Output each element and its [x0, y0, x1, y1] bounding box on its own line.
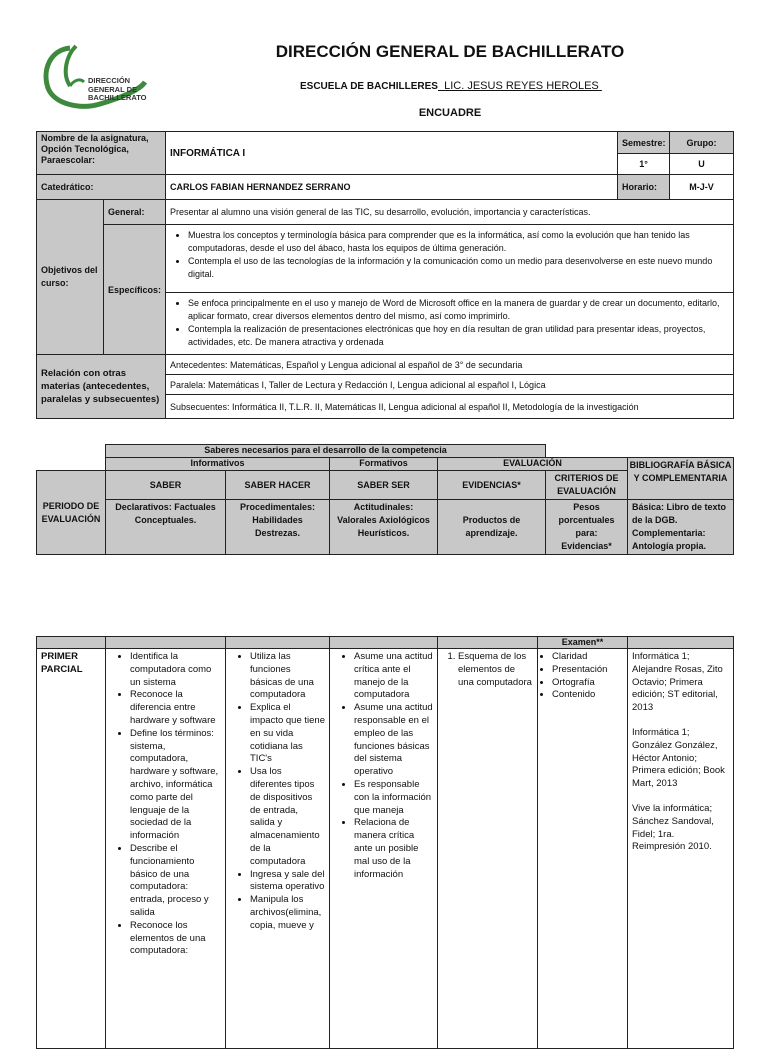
- especificos-list-2: [166, 293, 734, 355]
- saber-hacer-item: • Ingresa y sale del sistema operativo: [250, 869, 325, 895]
- saber-ser-item: • Es responsable con la información que maneja: [354, 779, 433, 817]
- criterio-item: • Ortografía: [552, 677, 623, 690]
- saber-header: SABER: [106, 471, 226, 500]
- school-line: [300, 80, 602, 92]
- page-title: DIRECCIÓN GENERAL DE BACHILLERATO: [275, 42, 625, 61]
- biblio-item: Informática 1; González González, Héctor Antonio; Primera edición; Book Mart, 2013: [632, 726, 725, 790]
- procedimentales-cell: Procedimentales: Habilidades Destrezas.: [226, 500, 330, 555]
- formativos-header: Formativos: [330, 458, 438, 471]
- evidencia-item: 1. Esquema de los elementos de una computadora: [458, 651, 533, 689]
- catedratico-label: Catedrático:: [37, 175, 166, 200]
- especifico-item: • Contempla la realización de presentaciones electrónicas que hoy en día resultan de gran utilidad para presentar ideas, proyectos, actividades, etc. De manera atractiva y ordenada: [188, 323, 729, 349]
- horario-label: Horario:: [618, 175, 670, 200]
- course-info-table: [36, 131, 734, 419]
- evidencias-header: EVIDENCIAS*: [438, 471, 546, 500]
- criterio-item: • Claridad: [552, 651, 623, 664]
- saber-hacer-header: SABER HACER: [226, 471, 330, 500]
- periodo-header: PERIODO DE EVALUACIÓN: [37, 471, 106, 555]
- competencias-table: [36, 444, 734, 555]
- biblio-item: Vive la informática; Sánchez Sandoval, Fidel; 1ra. Reimpresión 2010.: [632, 802, 714, 853]
- biblio-desc-cell: Básica: Libro de texto de la DGB. Complementaria: Antología propia.: [628, 500, 734, 555]
- semestre-label: Semestre:: [618, 132, 670, 154]
- asignatura-value: INFORMÁTICA I: [166, 132, 618, 175]
- actitudinales-cell: Actitudinales: Valorales Axiológicos Heurísticos.: [330, 500, 438, 555]
- evidencias-cell: [438, 649, 538, 1049]
- especificos-label: Específicos:: [104, 225, 166, 355]
- saber-item: • Define los términos: sistema, computadora, hardware y software, archivo, informática como parte del lenguaje de la sociedad de la información: [130, 728, 221, 843]
- saber-hacer-item: • Usa los diferentes tipos de dispositivos de entrada, salida y almacenamiento de la computadora: [250, 766, 325, 868]
- encuadre-heading: ENCUADRE: [418, 107, 482, 119]
- criterios-cell: [538, 649, 628, 1049]
- general-value: Presentar al alumno una visión general de las TIC, su desarrollo, evolución, importancia y características.: [166, 200, 734, 225]
- informativos-header: Informativos: [106, 458, 330, 471]
- grupo-label: Grupo:: [670, 132, 734, 154]
- paralela-value: Paralela: Matemáticas I, Taller de Lectura y Redacción I, Lengua adicional al español I, Lógica: [166, 375, 734, 395]
- school-label: ESCUELA DE BACHILLERES: [300, 81, 438, 92]
- saber-ser-item: • Asume una actitud responsable en el empleo de las funciones básicas del sistema operativo: [354, 702, 433, 779]
- saber-hacer-item: • Manipula los archivos(elimina, copia, mueve y: [250, 894, 325, 932]
- especifico-item: • Contempla el uso de las tecnologías de la información y la comunicación como un medio para desenvolverse en este nuevo mundo digital.: [188, 255, 729, 281]
- saber-ser-item: • Asume una actitud crítica ante el manejo de la computadora: [354, 651, 433, 702]
- semestre-value: 1°: [618, 154, 670, 175]
- especifico-item: • Se enfoca principalmente en el uso y manejo de Word de Microsoft office en la manera de guardar y de crear un documento, editarlo, aplicar formato, crear diversos elementos dentro del mismo, así como imprimirlo.: [188, 297, 729, 323]
- especifico-item: • Muestra los conceptos y terminología básica para comprender que es la informática, así como la evolución que han tenido las computadoras, desde el uso del ábaco, hasta los equipos de última generación.: [188, 229, 729, 255]
- periodo-cell: PRIMER PARCIAL: [37, 649, 106, 1049]
- parcial-table: [36, 636, 734, 1049]
- relacion-label: Relación con otras materias (antecedentes, paralelas y subsecuentes): [37, 355, 166, 419]
- objetivos-label: Objetivos del curso:: [37, 200, 104, 355]
- criterio-item: • Contenido: [552, 689, 623, 702]
- productos-cell: Productos de aprendizaje.: [438, 500, 546, 555]
- saber-hacer-item: • Utiliza las funciones básicas de una computadora: [250, 651, 325, 702]
- bibliografia-header: BIBLIOGRAFÍA BÁSICA Y COMPLEMENTARIA: [628, 458, 734, 500]
- saber-ser-cell: [330, 649, 438, 1049]
- logo-text: DIRECCIÓN GENERAL DE BACHILLERATO: [88, 76, 147, 102]
- catedratico-value: CARLOS FABIAN HERNANDEZ SERRANO: [166, 175, 618, 200]
- evaluacion-header: EVALUACIÓN: [438, 458, 628, 471]
- pesos-cell: Pesos porcentuales para: Evidencias*: [546, 500, 628, 555]
- saber-item: • Identifica la computadora como un sistema: [130, 651, 221, 689]
- saber-item: • Describe el funcionamiento básico de una computadora: entrada, proceso y salida: [130, 843, 221, 920]
- saber-hacer-cell: [226, 649, 330, 1049]
- especificos-list-1: [166, 225, 734, 293]
- examen-header: Examen**: [538, 637, 628, 649]
- asignatura-label: Nombre de la asignatura, Opción Tecnológica, Paraescolar:: [37, 132, 166, 175]
- biblio-item: Informática 1; Alejandre Rosas, Zito Octavio; Primera edición; ST editorial, 2013: [632, 651, 723, 714]
- saber-hacer-item: • Explica el impacto que tiene en su vida cotidiana las TIC's: [250, 702, 325, 766]
- bibliografia-cell: [628, 649, 734, 1049]
- saber-ser-item: • Relaciona de manera crítica ante un posible mal uso de la información: [354, 817, 433, 881]
- saber-item: • Reconoce los elementos de una computadora:: [130, 920, 221, 958]
- declarativos-cell: Declarativos: Factuales Conceptuales.: [106, 500, 226, 555]
- saber-cell: [106, 649, 226, 1049]
- criterio-item: • Presentación: [552, 664, 623, 677]
- subsecuentes-value: Subsecuentes: Informática II, T.L.R. II, Matemáticas II, Lengua adicional al español II, Metodología de la investigación: [166, 395, 734, 419]
- saber-item: • Reconoce la diferencia entre hardware y software: [130, 689, 221, 727]
- grupo-value: U: [670, 154, 734, 175]
- antecedentes-value: Antecedentes: Matemáticas, Español y Lengua adicional al español de 3° de secundaria: [166, 355, 734, 375]
- school-name: LIC. JESUS REYES HEROLES: [444, 80, 599, 92]
- horario-value: M-J-V: [670, 175, 734, 200]
- general-label: General:: [104, 200, 166, 225]
- criterios-header: CRITERIOS DE EVALUACIÓN: [546, 471, 628, 500]
- saberes-header: Saberes necesarios para el desarrollo de la competencia: [106, 445, 546, 458]
- saber-ser-header: SABER SER: [330, 471, 438, 500]
